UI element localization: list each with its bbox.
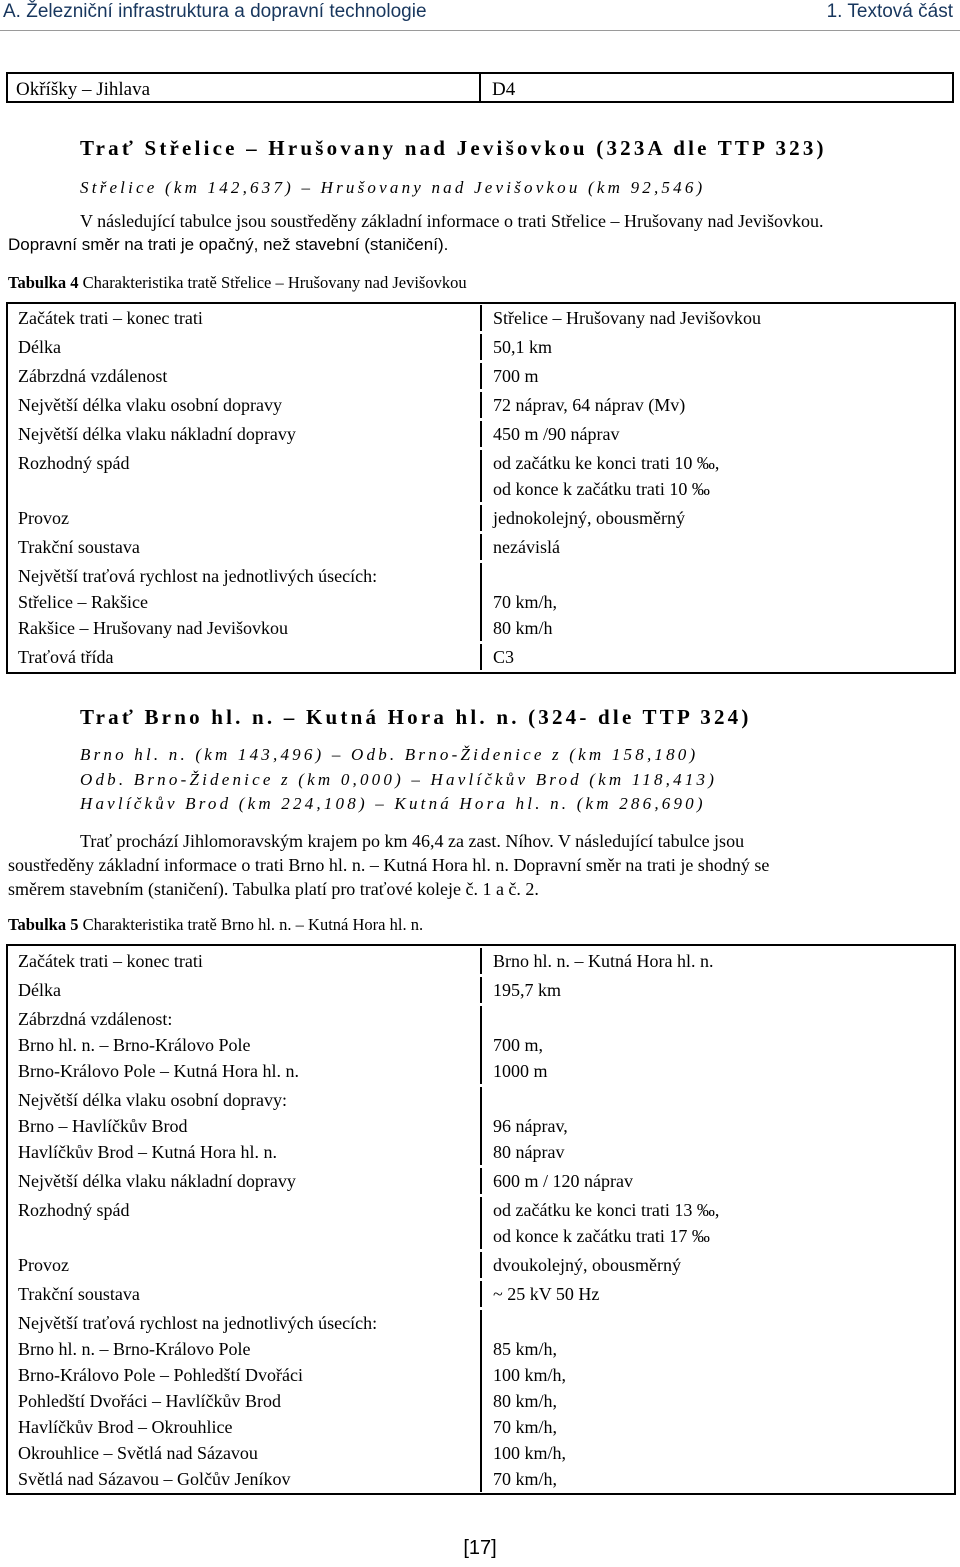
row-label-cell: [8, 334, 480, 360]
row-label: Světlá nad Sázavou – Golčův Jeníkov: [18, 1469, 291, 1489]
row-value: od začátku ke konci trati 13 ‰,: [493, 1200, 720, 1220]
row-label-cell: [8, 505, 480, 531]
row-label-cell: [8, 1252, 480, 1278]
row-value: 80 km/h: [493, 618, 553, 638]
header-left: A. Železniční infrastruktura a dopravní technologie: [3, 1, 427, 22]
section-box-right: D4: [492, 79, 516, 100]
row-label: Největší délka vlaku nákladní dopravy: [18, 1171, 296, 1191]
row-value: [493, 1006, 954, 1032]
table-row: [8, 304, 954, 333]
row-label: Největší délka vlaku nákladní dopravy: [18, 424, 296, 444]
section2-subtitle-1: Brno hl. n. (km 143,496) – Odb. Brno-Židenice z (km 158,180): [80, 745, 699, 764]
row-label-cell: [8, 644, 480, 670]
row-value: [493, 563, 954, 589]
row-value: nezávislá: [493, 537, 560, 557]
page-number: [17]: [463, 1537, 497, 1559]
table-4: [6, 302, 956, 674]
section1-para-line2: Dopravní směr na trati je opačný, než stavební (staničení).: [8, 235, 449, 254]
row-value: od začátku ke konci trati 10 ‰,: [493, 453, 720, 473]
section1-subtitle: Střelice (km 142,637) – Hrušovany nad Jevišovkou (km 92,546): [80, 178, 706, 197]
row-value: 80 náprav: [493, 1142, 565, 1162]
row-label-cell: [8, 363, 480, 389]
row-value: 700 m,: [493, 1035, 544, 1055]
row-label-cell: [8, 392, 480, 418]
row-value-cell: [480, 450, 954, 502]
section1-title: Trať Střelice – Hrušovany nad Jevišovkou (323A dle TTP 323): [80, 136, 827, 160]
table5-caption: [8, 915, 423, 935]
row-label: Provoz: [18, 1255, 69, 1275]
row-label: Brno – Havlíčkův Brod: [18, 1116, 188, 1136]
row-value-cell: [480, 392, 954, 418]
table4-caption: [8, 273, 467, 293]
section2-subtitle-2: Odb. Brno-Židenice z (km 0,000) – Havlíčkův Brod (km 118,413): [80, 770, 718, 789]
row-label: Havlíčkův Brod – Kutná Hora hl. n.: [18, 1142, 277, 1162]
row-value-cell: [480, 1168, 954, 1194]
row-value-cell: [480, 563, 954, 641]
row-value: 72 náprav, 64 náprav (Mv): [493, 395, 686, 415]
row-value: dvoukolejný, obousměrný: [493, 1255, 681, 1275]
row-value-cell: [480, 1281, 954, 1307]
row-label-cell: [8, 1197, 480, 1249]
row-label: Pohledští Dvořáci – Havlíčkův Brod: [18, 1391, 281, 1411]
row-label-cell: [8, 421, 480, 447]
row-value-cell: [480, 1197, 954, 1249]
row-value: 195,7 km: [493, 980, 562, 1000]
row-label: Provoz: [18, 508, 69, 528]
row-value: 700 m: [493, 366, 539, 386]
section2-title: Trať Brno hl. n. – Kutná Hora hl. n. (324- dle TTP 324): [80, 705, 752, 729]
row-value: 600 m / 120 náprav: [493, 1171, 633, 1191]
table-row: [8, 449, 954, 504]
table-row: [8, 946, 954, 975]
row-value-cell: [480, 534, 954, 560]
row-value: ~ 25 kV 50 Hz: [493, 1284, 600, 1304]
row-label: Rakšice – Hrušovany nad Jevišovkou: [18, 618, 288, 638]
row-label: Brno hl. n. – Brno-Královo Pole: [18, 1339, 251, 1359]
row-label: Rozhodný spád: [18, 453, 130, 473]
header-divider: [0, 30, 960, 31]
row-label-cell: [8, 1281, 480, 1307]
row-label: Traťová třída: [18, 647, 114, 667]
row-value-cell: [480, 1087, 954, 1165]
row-label: Největší délka vlaku osobní dopravy:: [18, 1090, 287, 1110]
row-value: 70 km/h,: [493, 592, 558, 612]
section-box-left: Okříšky – Jihlava: [16, 79, 151, 100]
table4-caption-text: Charakteristika tratě Střelice – Hrušovany nad Jevišovkou: [78, 273, 467, 292]
section-box-divider: [479, 74, 481, 101]
table-row: [8, 1085, 954, 1166]
row-value-cell: [480, 1310, 954, 1492]
row-value-cell: [480, 644, 954, 670]
row-label: Brno-Královo Pole – Kutná Hora hl. n.: [18, 1061, 299, 1081]
row-value: 96 náprav,: [493, 1116, 568, 1136]
row-value-cell: [480, 977, 954, 1003]
row-value: od konce k začátku trati 10 ‰: [493, 479, 710, 499]
section1-para-line1: V následující tabulce jsou soustředěny základní informace o trati Střelice – Hrušovany nad Jevišovkou.: [80, 211, 824, 231]
section-box: [6, 72, 954, 103]
row-value: 1000 m: [493, 1061, 548, 1081]
row-value: 70 km/h,: [493, 1469, 558, 1489]
row-label-cell: [8, 534, 480, 560]
row-label: Začátek trati – konec trati: [18, 951, 203, 971]
table-row: [8, 562, 954, 643]
row-value: Brno hl. n. – Kutná Hora hl. n.: [493, 951, 714, 971]
row-value-cell: [480, 421, 954, 447]
table-row: [8, 504, 954, 533]
section2-subtitle-3: Havlíčkův Brod (km 224,108) – Kutná Hora hl. n. (km 286,690): [80, 794, 706, 813]
row-label: Největší traťová rychlost na jednotlivých úsecích:: [18, 566, 378, 586]
table-row: [8, 1004, 954, 1085]
row-label: Brno hl. n. – Brno-Královo Pole: [18, 1035, 251, 1055]
row-value-cell: [480, 334, 954, 360]
row-value-cell: [480, 363, 954, 389]
row-value-cell: [480, 948, 954, 974]
table-row: [8, 1308, 954, 1493]
row-label-cell: [8, 1310, 480, 1492]
table-row: [8, 420, 954, 449]
row-label-cell: [8, 977, 480, 1003]
row-value: 100 km/h,: [493, 1365, 567, 1385]
row-value: C3: [493, 647, 515, 667]
row-label: Začátek trati – konec trati: [18, 308, 203, 328]
table-row: [8, 1279, 954, 1308]
row-value: [493, 1087, 954, 1113]
row-label-cell: [8, 305, 480, 331]
table-row: [8, 1166, 954, 1195]
section2-para-line1: Trať prochází Jihlomoravským krajem po km 46,4 za zast. Níhov. V následující tabulce jsou: [80, 831, 745, 851]
row-label-cell: [8, 563, 480, 641]
row-value-cell: [480, 1252, 954, 1278]
table-row: [8, 1250, 954, 1279]
row-label: Havlíčkův Brod – Okrouhlice: [18, 1417, 233, 1437]
table4-caption-label: Tabulka 4: [8, 273, 79, 292]
table-row: [8, 362, 954, 391]
row-label: Největší traťová rychlost na jednotlivých úsecích:: [18, 1313, 378, 1333]
row-label: Zábrzdná vzdálenost:: [18, 1009, 173, 1029]
table-row: [8, 975, 954, 1004]
table-row: [8, 391, 954, 420]
table-5: [6, 944, 956, 1495]
row-value: 85 km/h,: [493, 1339, 558, 1359]
header-right: 1. Textová část: [826, 1, 953, 22]
row-label-cell: [8, 1006, 480, 1084]
section2-para-line2: soustředěny základní informace o trati Brno hl. n. – Kutná Hora hl. n. Dopravní směr na trati je shodný se: [8, 855, 770, 875]
row-label: Okrouhlice – Světlá nad Sázavou: [18, 1443, 258, 1463]
row-value-cell: [480, 305, 954, 331]
row-label-cell: [8, 450, 480, 502]
row-value: od konce k začátku trati 17 ‰: [493, 1226, 710, 1246]
row-value: 450 m /90 náprav: [493, 424, 620, 444]
row-label: Střelice – Rakšice: [18, 592, 148, 612]
row-label-cell: [8, 1168, 480, 1194]
row-value-cell: [480, 505, 954, 531]
table-row: [8, 1195, 954, 1250]
row-value-cell: [480, 1006, 954, 1084]
row-label: Brno-Královo Pole – Pohledští Dvořáci: [18, 1365, 303, 1385]
page-header: [0, 0, 960, 28]
row-value: Střelice – Hrušovany nad Jevišovkou: [493, 308, 761, 328]
row-label: Délka: [18, 337, 61, 357]
row-label-cell: [8, 948, 480, 974]
row-value: [493, 1310, 954, 1336]
row-value: jednokolejný, obousměrný: [493, 508, 685, 528]
row-value: 80 km/h,: [493, 1391, 558, 1411]
table-row: [8, 533, 954, 562]
row-label: Rozhodný spád: [18, 1200, 130, 1220]
row-value: 70 km/h,: [493, 1417, 558, 1437]
row-value: 100 km/h,: [493, 1443, 567, 1463]
table-row: [8, 333, 954, 362]
row-label: Délka: [18, 980, 61, 1000]
table5-caption-text: Charakteristika tratě Brno hl. n. – Kutná Hora hl. n.: [78, 915, 424, 934]
row-label: Trakční soustava: [18, 1284, 140, 1304]
table-row: [8, 643, 954, 672]
section2-para-line3: směrem stavebním (staničení). Tabulka platí pro traťové koleje č. 1 a č. 2.: [8, 879, 539, 899]
row-label: Zábrzdná vzdálenost: [18, 366, 168, 386]
row-value: 50,1 km: [493, 337, 553, 357]
row-label-cell: [8, 1087, 480, 1165]
row-label: Trakční soustava: [18, 537, 140, 557]
row-label: Největší délka vlaku osobní dopravy: [18, 395, 282, 415]
table5-caption-label: Tabulka 5: [8, 915, 79, 934]
